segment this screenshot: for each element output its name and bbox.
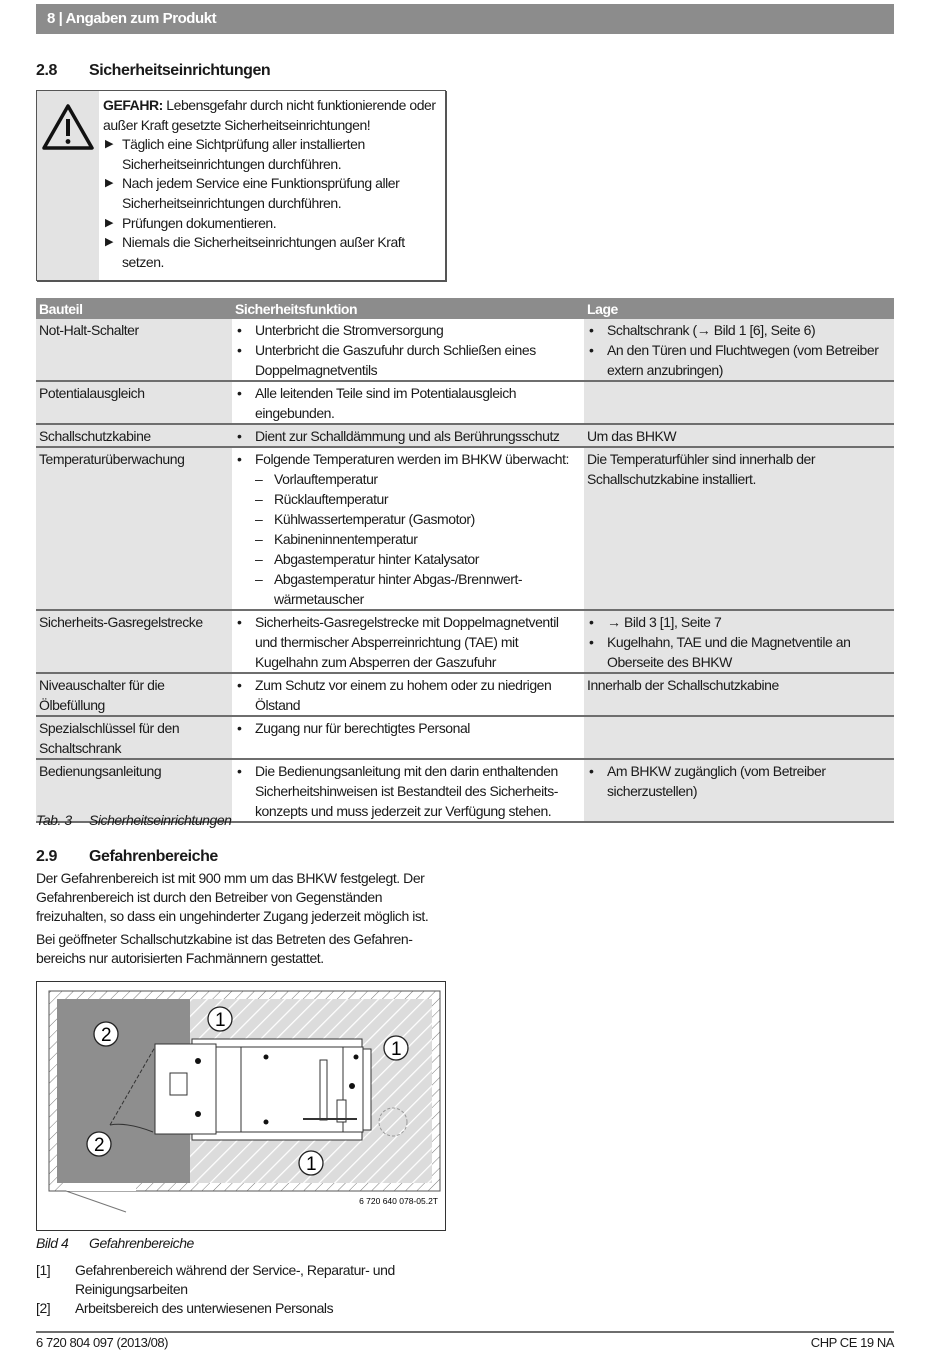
bullet-icon: • xyxy=(237,720,242,736)
step-text: Niemals die Sicherheitseinrichtungen außer Kraft setzen. xyxy=(122,234,405,270)
sub-item xyxy=(235,529,581,549)
instruction-step xyxy=(103,135,443,174)
location-text: Am BHKW zugänglich (vom Betreiber sicherzustellen) xyxy=(607,763,826,799)
footer-divider xyxy=(36,1331,894,1333)
dash-icon: – xyxy=(255,491,263,507)
step-text: Prüfungen dokumentieren. xyxy=(122,214,277,231)
legend-item xyxy=(36,1299,436,1318)
bullet-icon: • xyxy=(237,385,242,401)
bullet-icon: • xyxy=(237,428,242,444)
cell-bauteil: Potentialausgleich xyxy=(36,381,232,424)
function-item xyxy=(235,426,581,446)
function-item xyxy=(235,675,581,715)
figure-caption xyxy=(36,1235,194,1251)
cell-sicherheitsfunktion xyxy=(232,610,584,673)
chp-unit xyxy=(110,1039,407,1140)
function-text: Sicherheits-Gasregelstrecke mit Doppelmagnetventil und thermischer Absperreinrichtung (TAE) mit Kugelhahn zum Absperren der Gaszufuhr xyxy=(255,614,559,670)
cell-bauteil: Schallschutzkabine xyxy=(36,424,232,447)
warning-triangle-icon xyxy=(41,103,95,153)
function-item xyxy=(235,718,581,738)
cell-bauteil: Not-Halt-Schalter xyxy=(36,319,232,381)
location-text: Kugelhahn, TAE und die Magnetventile an Oberseite des BHKW xyxy=(607,634,851,670)
function-text: Alle leitenden Teile sind im Potentialausgleich eingebunden. xyxy=(255,385,517,421)
arrow-bullet-icon: ▶ xyxy=(105,138,114,151)
svg-text:2: 2 xyxy=(93,1135,105,1156)
cell-lage: Um das BHKW xyxy=(584,424,894,447)
arrow-bullet-icon: ▶ xyxy=(105,177,114,190)
function-item xyxy=(235,612,581,672)
function-text: Folgende Temperaturen werden im BHKW überwacht: xyxy=(255,451,569,467)
footer-product: CHP CE 19 NA xyxy=(810,1335,894,1350)
instruction-step xyxy=(103,214,443,234)
paragraph: Der Gefahrenbereich ist mit 900 mm um das BHKW festgelegt. Der Gefahrenbereich ist durch den Betreiber von Gegenständen freizuhalten, so dass ein ungehinderter Zugang jederzeit möglich ist. xyxy=(36,870,429,924)
danger-message: Lebensgefahr durch nicht funktionierende oder außer Kraft gesetzte Sicherheitseinrichtungen! xyxy=(103,97,436,133)
cell-lage: Innerhalb der Schallschutzkabine xyxy=(584,673,894,716)
location-text: Schaltschrank (→ Bild 1 [6], Seite 6) xyxy=(607,322,816,338)
function-text: Zugang nur für berechtigtes Personal xyxy=(255,720,470,736)
function-item xyxy=(235,449,581,469)
figure-legend xyxy=(36,1261,436,1318)
bullet-icon: • xyxy=(589,342,594,358)
section-number: 2.9 xyxy=(36,848,57,865)
function-text: Zum Schutz vor einem zu hohem oder zu niedrigen Ölstand xyxy=(255,677,552,713)
arrow-bullet-icon: ▶ xyxy=(105,216,114,229)
function-text: Unterbricht die Stromversorgung xyxy=(255,322,444,338)
table-row xyxy=(36,610,894,673)
table-row xyxy=(36,716,894,759)
danger-zone-figure xyxy=(36,981,446,1231)
marker-2-bottom xyxy=(87,1132,111,1156)
location-item xyxy=(587,612,891,632)
dash-icon: – xyxy=(255,511,263,527)
bullet-icon: • xyxy=(237,614,242,630)
cell-bauteil: Spezialschlüssel für den Schaltschrank xyxy=(36,716,232,759)
sub-text: Abgastemperatur hinter Abgas-/Brennwert-wärmetauscher xyxy=(274,571,523,607)
header-section: Angaben zum Produkt xyxy=(65,10,217,27)
table-caption-label: Tab. 3 xyxy=(36,812,72,828)
cell-sicherheitsfunktion xyxy=(232,447,584,610)
cell-lage xyxy=(584,759,894,822)
cell-sicherheitsfunktion xyxy=(232,759,584,822)
column-header-lage: Lage xyxy=(584,298,894,319)
function-item xyxy=(235,761,581,821)
cell-bauteil: Niveauschalter für die Ölbefüllung xyxy=(36,673,232,716)
notice-sidebar xyxy=(37,91,99,280)
legend-key: [1] xyxy=(36,1262,51,1278)
cell-lage: Die Temperaturfühler sind innerhalb der Schallschutzkabine installiert. xyxy=(584,447,894,610)
figure-caption-label: Bild 4 xyxy=(36,1235,69,1251)
function-item xyxy=(235,320,581,340)
sub-item xyxy=(235,549,581,569)
marker-2-top xyxy=(94,1022,118,1046)
svg-text:1: 1 xyxy=(214,1010,226,1031)
sub-text: Vorlauftemperatur xyxy=(274,471,378,487)
cell-bauteil: Temperaturüberwachung xyxy=(36,447,232,610)
cell-sicherheitsfunktion xyxy=(232,673,584,716)
table-caption xyxy=(36,812,232,828)
cell-bauteil: Bedienungsanleitung xyxy=(36,759,232,822)
footer-doc-number: 6 720 804 097 (2013/08) xyxy=(36,1335,169,1350)
safety-devices-table xyxy=(36,298,894,823)
cell-lage xyxy=(584,716,894,759)
marker-1-right xyxy=(384,1036,408,1060)
table-row xyxy=(36,381,894,424)
dash-icon: – xyxy=(255,531,263,547)
dash-icon: – xyxy=(255,551,263,567)
bullet-icon: • xyxy=(589,763,594,779)
danger-notice xyxy=(36,90,446,281)
legend-key: [2] xyxy=(36,1300,51,1316)
bullet-icon: • xyxy=(237,677,242,693)
legend-text: Gefahrenbereich während der Service-, Reparatur- und Reinigungsarbeiten xyxy=(75,1262,395,1297)
figure-caption-text: Gefahrenbereiche xyxy=(89,1235,194,1251)
dash-icon: – xyxy=(255,571,263,587)
sub-item xyxy=(235,569,581,609)
cell-lage xyxy=(584,381,894,424)
section-number: 2.8 xyxy=(36,62,57,79)
step-text: Täglich eine Sichtprüfung aller installierten Sicherheitseinrichtungen durchführen. xyxy=(122,136,365,172)
section-heading-2-8 xyxy=(36,62,270,80)
instruction-step xyxy=(103,233,443,272)
danger-zone-diagram xyxy=(37,982,445,1230)
cell-lage xyxy=(584,610,894,673)
svg-text:2: 2 xyxy=(100,1025,112,1046)
location-text: → Bild 3 [1], Seite 7 xyxy=(607,614,722,630)
table-row xyxy=(36,319,894,381)
bullet-icon: • xyxy=(589,322,594,338)
section-heading-2-9 xyxy=(36,848,218,866)
location-item xyxy=(587,761,891,801)
bullet-icon: • xyxy=(237,322,242,338)
arrow-bullet-icon: ▶ xyxy=(105,236,114,249)
table-caption-text: Sicherheitseinrichtungen xyxy=(89,812,232,828)
bullet-icon: • xyxy=(589,614,594,630)
sub-item xyxy=(235,489,581,509)
bullet-icon: • xyxy=(237,342,242,358)
table-row xyxy=(36,673,894,716)
location-text: An den Türen und Fluchtwegen (vom Betreiber extern anzubringen) xyxy=(607,342,879,378)
figure-code: 6 720 640 078-05.2T xyxy=(359,1196,438,1206)
danger-label: GEFAHR: xyxy=(103,97,163,113)
cell-bauteil: Sicherheits-Gasregelstrecke xyxy=(36,610,232,673)
sub-item xyxy=(235,509,581,529)
column-header-sicherheitsfunktion: Sicherheitsfunktion xyxy=(232,298,584,319)
function-text: Dient zur Schalldämmung und als Berührungsschutz xyxy=(255,428,560,444)
door-leaf xyxy=(66,1191,126,1212)
cell-sicherheitsfunktion xyxy=(232,381,584,424)
legend-item xyxy=(36,1261,436,1299)
paragraph: Bei geöffneter Schallschutzkabine ist das Betreten des Gefahren-bereichs nur autorisierten Fachmännern gestattet. xyxy=(36,931,413,966)
bullet-icon: • xyxy=(237,763,242,779)
table-header-row xyxy=(36,298,894,319)
section-title: Sicherheitseinrichtungen xyxy=(89,62,271,79)
notice-text xyxy=(103,96,443,272)
svg-text:1: 1 xyxy=(390,1039,402,1060)
marker-1-bottom xyxy=(299,1151,323,1175)
table-row xyxy=(36,424,894,447)
step-text: Nach jedem Service eine Funktionsprüfung aller Sicherheitseinrichtungen durchführen. xyxy=(122,175,400,211)
column-header-bauteil: Bauteil xyxy=(36,298,232,319)
page-number: 8 xyxy=(47,10,55,27)
legend-text: Arbeitsbereich des unterwiesenen Personals xyxy=(75,1300,334,1316)
table-row xyxy=(36,447,894,610)
location-item xyxy=(587,340,891,380)
function-item xyxy=(235,383,581,423)
door-opening xyxy=(66,1183,136,1191)
function-text: Die Bedienungsanleitung mit den darin enthaltenden Sicherheitshinweisen ist Bestandteil des Sicherheits-konzepts und muss jederzeit zur Verfügung stehen. xyxy=(255,763,558,819)
location-item xyxy=(587,632,891,672)
sub-text: Abgastemperatur hinter Katalysator xyxy=(274,551,479,567)
dash-icon: – xyxy=(255,471,263,487)
page-header: 8 | Angaben zum Produkt xyxy=(36,4,894,34)
sub-text: Kabineninnentemperatur xyxy=(274,531,418,547)
function-text: Unterbricht die Gaszufuhr durch Schließen eines Doppelmagnetventils xyxy=(255,342,536,378)
sub-text: Rücklauftemperatur xyxy=(274,491,389,507)
section-title: Gefahrenbereiche xyxy=(89,848,218,865)
function-item xyxy=(235,340,581,380)
cell-sicherheitsfunktion xyxy=(232,319,584,381)
sub-text: Kühlwassertemperatur (Gasmotor) xyxy=(274,511,475,527)
sub-item xyxy=(235,469,581,489)
bullet-icon: • xyxy=(589,634,594,650)
svg-text:1: 1 xyxy=(305,1154,317,1175)
cell-sicherheitsfunktion xyxy=(232,716,584,759)
location-item xyxy=(587,320,891,340)
bullet-icon: • xyxy=(237,451,242,467)
instruction-step xyxy=(103,174,443,213)
cell-lage xyxy=(584,319,894,381)
cell-sicherheitsfunktion xyxy=(232,424,584,447)
marker-1-top xyxy=(208,1007,232,1031)
